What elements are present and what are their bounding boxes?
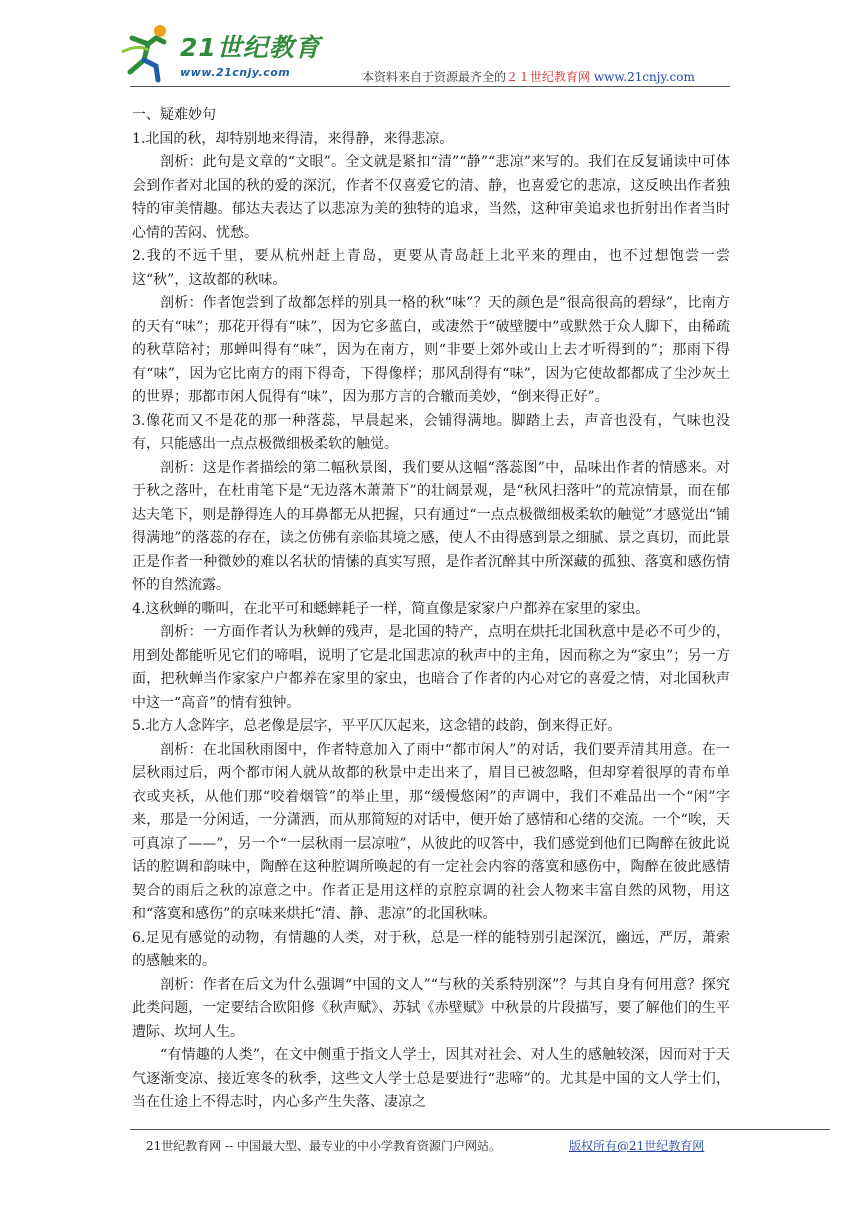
header-url-link[interactable]: www.21cnjy.com bbox=[593, 70, 695, 84]
section-heading: 一、疑难妙句 bbox=[132, 107, 216, 123]
running-figure-icon bbox=[118, 22, 178, 84]
footer-text: 21世纪教育网 -- 中国最大型、最专业的中小学教育资源门户网站。 bbox=[146, 1139, 502, 1153]
quote-item: 5.北方人念阵字，总老像是层字，平平仄仄起来，这念错的歧韵，倒来得正好。 bbox=[132, 718, 622, 734]
document-body bbox=[132, 104, 730, 1115]
analysis-paragraph: 剖析：此句是文章的“文眼”。全文就是紧扣“清”“静”“悲凉”来写的。我们在反复诵读中可体会到作者对北国的秋的爱的深沉，作者不仅喜爱它的清、静，也喜爱它的悲凉，这反映出作者独特的审美情趣。郁达夫表达了以悲凉为美的独特的追求，当然，这种审美追求也折射出作者当时心情的苦闷、忧愁。 bbox=[132, 154, 730, 241]
footer-divider bbox=[130, 1129, 830, 1130]
quote-item: 1.北国的秋，却特别地来得清，来得静，来得悲凉。 bbox=[132, 130, 454, 147]
header-note-prefix: 本资料来自于资源最齐全的 bbox=[362, 70, 507, 84]
analysis-paragraph: 剖析：作者在后文为什么强调“中国的文人”“与秋的关系特别深”？与其自身有何用意？探究此类问题，一定要结合欧阳修《秋声赋》、苏轼《赤壁赋》中秋景的片段描写，要了解他们的生平遭际、坎坷人生。 bbox=[132, 976, 730, 1040]
quote-item: 4.这秋蝉的嘶叫，在北平可和蟋蟀耗子一样，简直像是家家户户都养在家里的家虫。 bbox=[132, 600, 650, 617]
analysis-paragraph: 剖析：这是作者描绘的第二幅秋景图，我们要从这幅“落蕊图”中，品味出作者的情感来。对于秋之落叶，在杜甫笔下是“无边落木萧萧下”的壮阔景观，是“秋风扫落叶”的荒凉情景，而在郁达夫笔下，则是静得连人的耳鼻都无从把握，只有通过“一点点极微细极柔软的触觉”才感觉出“铺得满地”的落蕊的存在，读之仿佛有亲临其境之感，使人不由得感到景之细腻、景之真切，而此景正是作者一种微妙的难以名状的情愫的真实写照，是作者沉醉其中所深藏的孤独、落寞和感伤情怀的自然流露。 bbox=[132, 459, 730, 593]
logo-url: www.21cnjy.com bbox=[180, 66, 291, 79]
page-header bbox=[0, 0, 860, 100]
copyright-link[interactable]: 版权所有@21世纪教育网 bbox=[569, 1139, 705, 1153]
quote-item: 2.我的不远千里，要从杭州赶上青岛，更要从青岛赶上北平来的理由，也不过想饱尝一尝这“秋”，这故都的秋味。 bbox=[132, 248, 730, 288]
site-logo[interactable] bbox=[118, 22, 348, 84]
logo-text: 21世纪教育 bbox=[180, 33, 321, 62]
analysis-paragraph: 剖析：在北国秋雨图中，作者特意加入了雨中“都市闲人”的对话，我们要弄清其用意。在一层秋雨过后，两个都市闲人就从故都的秋景中走出来了，眉目已被忽略，但却穿着很厚的青布单衣或夹袄，从他们那“咬着烟管”的举止里，那“缓慢悠闲”的声调中，我们不难品出一个“闲”字来，那是一分闲适，一分潇洒，而从那简短的对话中，便开始了感情和心绪的交流。一个“唉，天可真凉了——”，另一个“一层秋雨一层凉啦”，从彼此的叹答中，我们感觉到他们已陶醉在彼此说话的腔调和韵味中，陶醉在这种腔调所唤起的有一定社会内容的落寞和感伤中，陶醉在彼此感情契合的雨后之秋的凉意之中。作者正是用这样的京腔京调的社会人物来丰富自然的风物，用这和“落寞和感伤”的京味来烘托“清、静、悲凉”的北国秋味。 bbox=[132, 741, 730, 922]
header-divider bbox=[130, 86, 730, 87]
analysis-paragraph: 剖析：作者饱尝到了故都怎样的别具一格的秋“味”？天的颜色是“很高很高的碧绿”，比南方的天有“味”；那花开得有“味”，因为它多蓝白，或凄然于“破壁腰中”或默然于众人脚下，由稀疏的秋草陪衬；那蝉叫得有“味”，因为在南方，则“非要上郊外或山上去才听得到的”；那雨下得有“味”，因为它比南方的雨下得奇，下得像样；那风刮得有“味”，因为它使故都都成了尘沙灰土的世界；那都市闲人侃得有“味”，因为那方言的合辙而美妙，“倒来得正好”。 bbox=[132, 295, 730, 405]
analysis-paragraph: 剖析：一方面作者认为秋蝉的残声，是北国的特产，点明在烘托北国秋意中是必不可少的，用到处都能听见它们的啼唱，说明了它是北国悲凉的秋声中的主角，因而称之为“家虫”；另一方面，把秋蝉当作家家户户都养在家里的家虫，也暗合了作者的内心对它的喜爱之情，对北国秋声中这一“高音”的情有独钟。 bbox=[132, 624, 730, 711]
header-site-link[interactable]: ２１世纪教育网 bbox=[506, 70, 591, 84]
header-note bbox=[362, 68, 695, 85]
analysis-paragraph: “有情趣的人类”，在文中侧重于指文人学士，因其对社会、对人生的感触较深，因而对于天气逐渐变凉、接近寒冬的秋季，这些文人学士总是要进行“悲啼”的。尤其是中国的文人学士们，当在仕途上不得志时，内心多产生失落、凄凉之 bbox=[132, 1047, 730, 1110]
quote-item: 3.像花而又不是花的那一种落蕊，早晨起来，会铺得满地。脚踏上去，声音也没有，气味也没有，只能感出一点点极微细极柔软的触觉。 bbox=[132, 412, 730, 452]
quote-item: 6.足见有感觉的动物，有情趣的人类，对于秋，总是一样的能特别引起深沉，幽远，严厉，萧索的感触来的。 bbox=[132, 929, 730, 969]
